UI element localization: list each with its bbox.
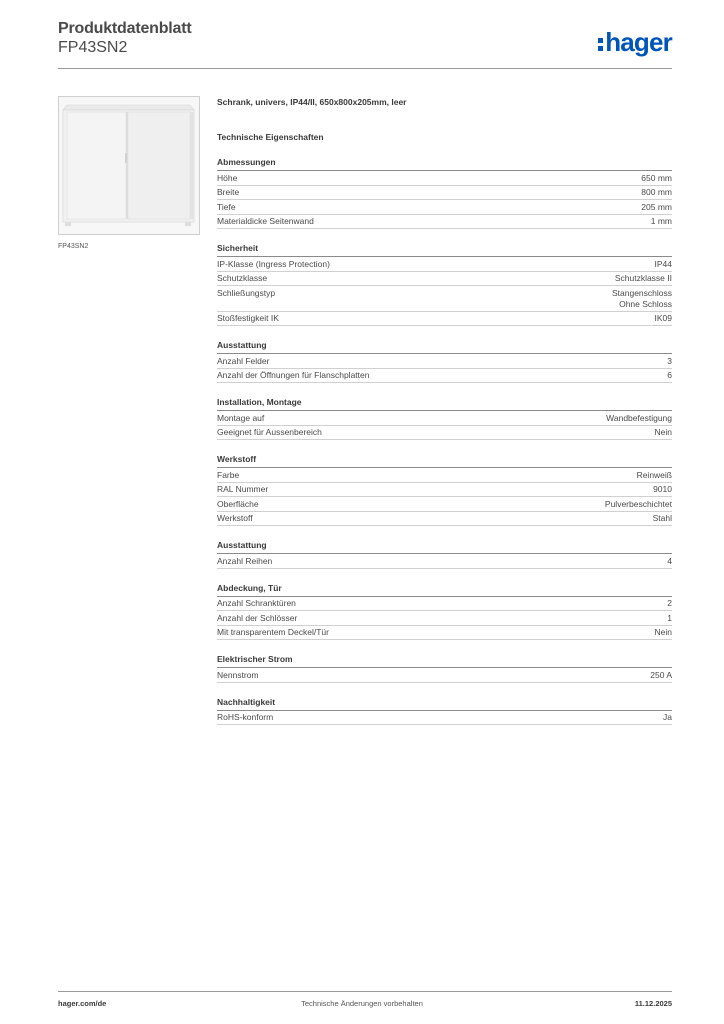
property-section (217, 397, 672, 440)
property-row (217, 369, 672, 384)
property-row (217, 626, 672, 641)
property-label: Mit transparentem Deckel/Tür (217, 627, 329, 637)
property-label: Tiefe (217, 201, 236, 212)
product-details (217, 96, 672, 725)
property-value: 650 mm (641, 172, 672, 183)
property-section (217, 157, 672, 229)
header-divider (58, 68, 672, 69)
property-value: Wandbefestigung (606, 412, 672, 423)
document-title: Produktdatenblatt (58, 20, 192, 37)
property-label: Materialdicke Seitenwand (217, 216, 314, 226)
product-description: Schrank, univers, IP44/II, 650x800x205mm, leer (217, 97, 407, 107)
property-row (217, 312, 672, 327)
property-row (217, 668, 672, 683)
section-title: Ausstattung (217, 340, 672, 354)
property-value: Reinweiß (636, 469, 672, 480)
section-title: Abdeckung, Tür (217, 583, 672, 597)
property-row (217, 215, 672, 230)
footer-divider (58, 991, 672, 992)
property-label: Anzahl Reihen (217, 555, 273, 566)
property-value: Nein (654, 627, 672, 637)
property-value: 250 A (650, 669, 672, 680)
property-label: Oberfläche (217, 498, 259, 509)
property-label: IP-Klasse (Ingress Protection) (217, 258, 330, 269)
property-label: Nennstrom (217, 669, 259, 680)
property-value: 2 (667, 598, 672, 608)
property-row (217, 354, 672, 369)
property-section (217, 540, 672, 569)
property-label: Höhe (217, 172, 238, 183)
property-value: Stangenschloss Ohne Schloss (611, 287, 672, 309)
property-label: Stoßfestigkeit IK (217, 313, 279, 323)
footer-website: hager.com/de (58, 999, 107, 1008)
property-section (217, 340, 672, 383)
property-value: Nein (654, 427, 672, 437)
logo-text: hager (605, 27, 672, 57)
property-row (217, 711, 672, 726)
property-label: Breite (217, 187, 240, 197)
property-row (217, 611, 672, 626)
property-value: 3 (667, 355, 672, 366)
section-title: Nachhaltigkeit (217, 697, 672, 711)
section-title: Installation, Montage (217, 397, 672, 411)
property-row (217, 171, 672, 186)
property-row (217, 426, 672, 441)
property-row (217, 468, 672, 483)
property-label: Anzahl der Schlösser (217, 612, 298, 623)
property-section (217, 583, 672, 641)
properties-heading: Technische Eigenschaften (217, 132, 324, 142)
property-section (217, 654, 672, 683)
property-label: Anzahl Schranktüren (217, 598, 296, 608)
property-value: 205 mm (641, 201, 672, 212)
section-title: Abmessungen (217, 157, 672, 171)
property-row (217, 186, 672, 201)
property-value: 1 (667, 612, 672, 623)
property-row (217, 257, 672, 272)
property-row (217, 497, 672, 512)
property-value: Stahl (652, 513, 672, 523)
property-row (217, 272, 672, 287)
property-row (217, 554, 672, 569)
property-label: Montage auf (217, 412, 265, 423)
product-code: FP43SN2 (58, 39, 128, 56)
section-title: Werkstoff (217, 454, 672, 468)
property-value: IP44 (654, 258, 672, 269)
product-image-caption: FP43SN2 (58, 243, 89, 250)
property-value: 800 mm (641, 187, 672, 197)
property-label: Schutzklasse (217, 273, 268, 283)
property-value: 9010 (653, 484, 672, 494)
property-row (217, 483, 672, 498)
property-label: Schließungstyp (217, 287, 276, 298)
property-value: Schutzklasse II (614, 273, 672, 283)
property-label: RAL Nummer (217, 484, 269, 494)
section-title: Sicherheit (217, 243, 672, 257)
hager-logo (598, 28, 672, 56)
property-row (217, 200, 672, 215)
property-value: 6 (667, 370, 672, 380)
property-section (217, 243, 672, 326)
property-label: Anzahl der Öffnungen für Flanschplatten (217, 370, 370, 380)
footer-date: 11.12.2025 (634, 999, 672, 1008)
property-label: RoHS-konform (217, 712, 274, 722)
page-header (58, 20, 672, 68)
property-value: Ja (663, 712, 672, 722)
property-value: 4 (667, 555, 672, 566)
property-value: IK09 (654, 313, 672, 323)
property-row (217, 597, 672, 612)
property-row (217, 286, 672, 312)
property-row (217, 512, 672, 527)
property-label: Farbe (217, 469, 240, 480)
property-section (217, 454, 672, 526)
property-section (217, 697, 672, 726)
property-label: Geeignet für Aussenbereich (217, 427, 322, 437)
footer-disclaimer: Technische Änderungen vorbehalten (301, 999, 423, 1008)
property-value: 1 mm (650, 216, 672, 226)
section-title: Ausstattung (217, 540, 672, 554)
property-label: Werkstoff (217, 513, 253, 523)
section-title: Elektrischer Strom (217, 654, 672, 668)
logo-dots-icon (598, 38, 603, 51)
property-value: Pulverbeschichtet (604, 498, 672, 509)
property-row (217, 411, 672, 426)
property-label: Anzahl Felder (217, 355, 270, 366)
product-image (58, 96, 200, 235)
properties-sections (217, 157, 672, 725)
